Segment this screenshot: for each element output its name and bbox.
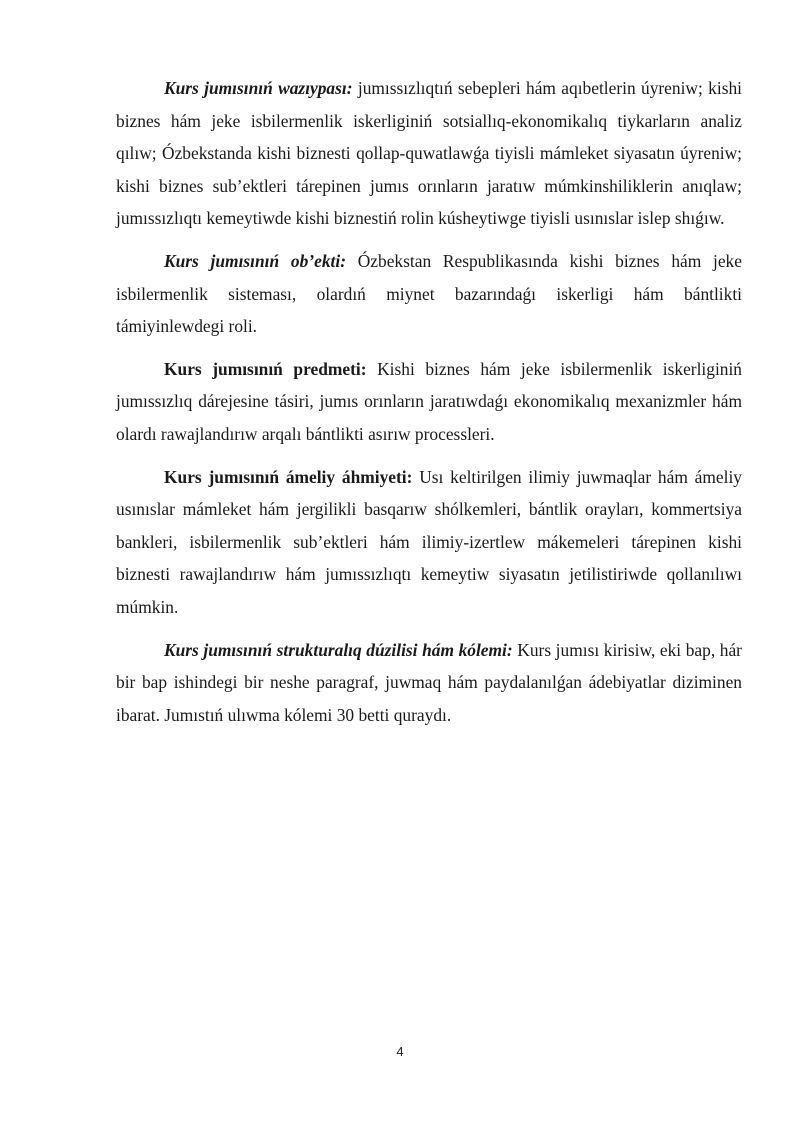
paragraph-lead-subject: Kurs jumısınıń predmeti: — [164, 358, 367, 379]
paragraph-lead-object: Kurs jumısınıń ob’ekti: — [164, 250, 346, 271]
paragraph-structure — [116, 634, 742, 732]
paragraph-lead-practical-importance: Kurs jumısınıń ámeliy áhmiyeti: — [164, 466, 413, 487]
page-content — [116, 72, 742, 741]
paragraph-text-structure: Kurs jumısı kirisiw, eki bap, hár bir bap ishindegi bir neshe paragraf, juwmaq hám paydalanılǵan ádebiyatlar diziminen ibarat. Jumıstıń ulıwma kólemi 30 betti quraydı. — [116, 639, 742, 725]
paragraph-object — [116, 245, 742, 343]
paragraph-text-subject: Kishi biznes hám jeke isbilermenlik iskerliginiń jumıssızlıq dárejesine tásiri, jumıs orınların jaratıwdaǵı ekonomikalıq mexanizmler hám olardı rawajlandırıw arqalı bántlikti asırıw processleri. — [116, 358, 742, 444]
paragraph-lead-structure: Kurs jumısınıń strukturalıq dúzilisi hám kólemi: — [164, 639, 513, 660]
paragraph-subject — [116, 353, 742, 451]
paragraph-text-object: Ózbekstan Respublikasında kishi biznes hám jeke isbilermenlik sisteması, olardıń miynet bazarındaǵı iskerligi hám bántlikti támiyinlewdegi roli. — [116, 250, 742, 337]
paragraph-text-practical-importance: Usı keltirilgen ilimiy juwmaqlar hám ámeliy usınıslar mámleket hám jergilikli basqarıw shólkemleri, bántlik orayları, kommertsiya bankleri, isbilermenlik sub’ektleri hám ilimiy-izertlew mákemeleri tárepinen kishi biznesti rawajlandırıw hám jumıssızlıqtı kemeytiw siyasatın jetilistiriwde qollanılıwı múmkin. — [116, 466, 742, 617]
paragraph-text-task: jumıssızlıqtıń sebepleri hám aqıbetlerin úyreniw; kishi biznes hám jeke isbilermenlik iskerliginiń sotsiallıq-ekonomikalıq tiykarların analiz qılıw; Ózbekstanda kishi biznesti qollap-quwatlawǵa tiyisli mámleket siyasatın úyreniw; kishi biznes sub’ektleri tárepinen jumıs orınların jaratıw múmkinshiliklerin anıqlaw; jumıssızlıqtı kemeytiwde kishi biznestiń rolin kúsheytiwge tiyisli usınıslar islep shıǵıw. — [116, 78, 742, 229]
paragraph-practical-importance — [116, 461, 742, 624]
paragraph-lead-task: Kurs jumısınıń wazıypası: — [164, 78, 353, 98]
page-number: 4 — [396, 1044, 404, 1059]
paragraph-task — [116, 72, 742, 235]
